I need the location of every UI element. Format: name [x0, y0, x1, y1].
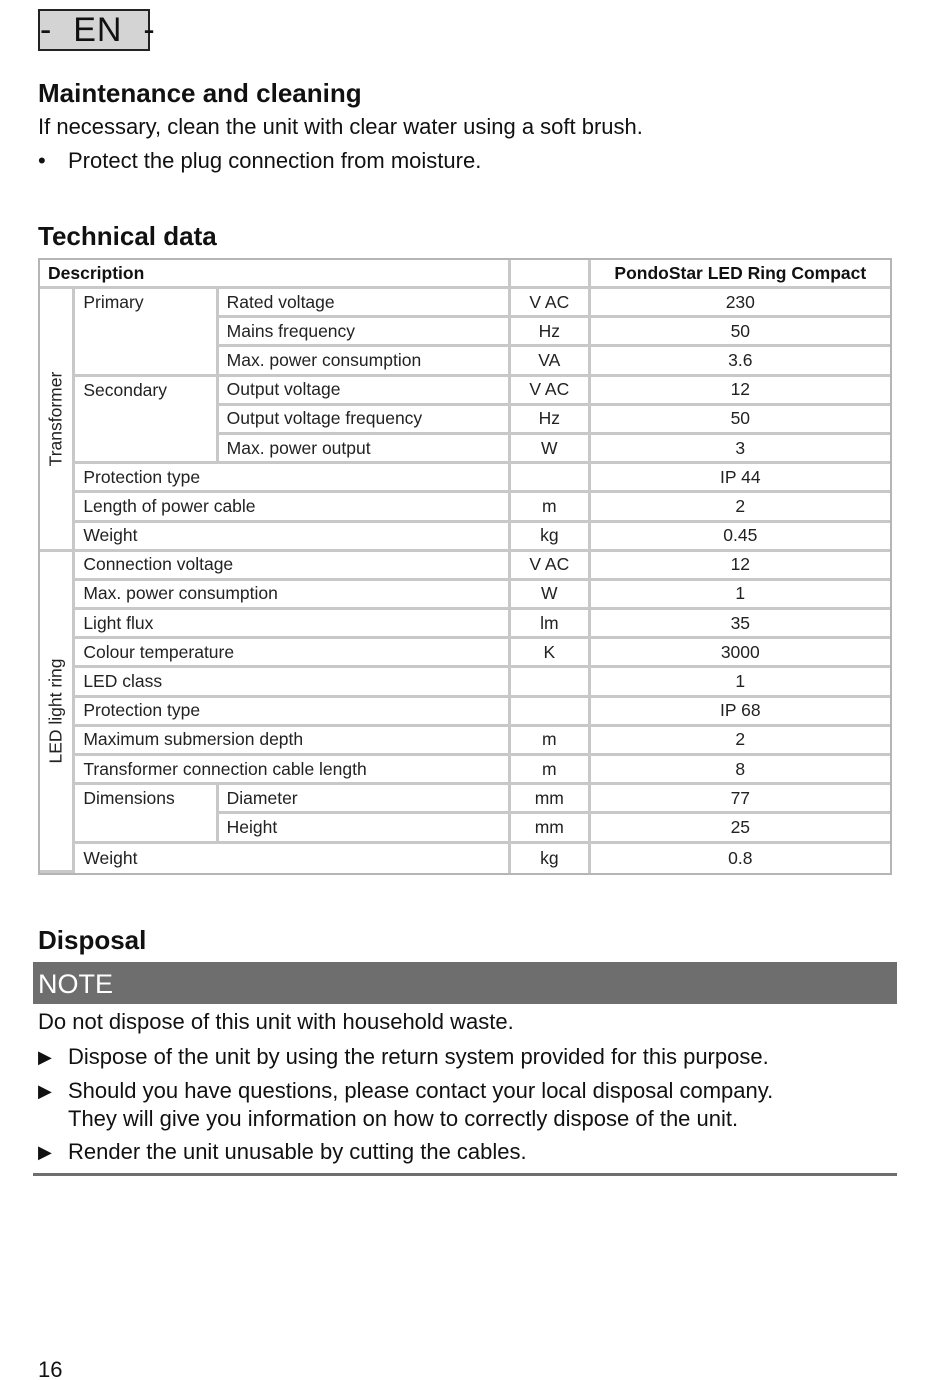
subgroup-secondary: Secondary: [75, 377, 218, 465]
disposal-bullet-text: Should you have questions, please contact your local disposal company.: [68, 1078, 774, 1103]
row-label: Maximum submersion depth: [75, 727, 511, 756]
disposal-bullet-continuation: [38, 1106, 738, 1132]
row-label: LED class: [75, 668, 511, 697]
row-value: 1: [591, 581, 890, 610]
row-label: Max. power output: [219, 435, 511, 464]
group-transformer: Transformer: [40, 289, 75, 552]
row-unit: Hz: [511, 406, 591, 435]
row-unit: m: [511, 727, 591, 756]
row-label: Output voltage: [219, 377, 511, 406]
page-number: 16: [38, 1357, 63, 1380]
table-row: [40, 523, 890, 552]
row-label: Transformer connection cable length: [75, 756, 511, 785]
row-unit: VA: [511, 347, 591, 376]
row-unit: mm: [511, 785, 591, 814]
row-value: 35: [591, 610, 890, 639]
disposal-title: Disposal: [38, 925, 147, 955]
row-value: 25: [591, 814, 890, 843]
row-value: 77: [591, 785, 890, 814]
table-row: [40, 493, 890, 522]
table-row: [40, 785, 890, 814]
bullet-arrow-icon: ▶: [38, 1142, 52, 1162]
row-value: 3000: [591, 639, 890, 668]
row-value: 8: [591, 756, 890, 785]
row-unit: W: [511, 581, 591, 610]
maintenance-bullet: [38, 148, 481, 174]
row-label: Max. power consumption: [219, 347, 511, 376]
row-label: Length of power cable: [75, 493, 511, 522]
header-product: PondoStar LED Ring Compact: [591, 260, 890, 289]
row-value: 0.45: [591, 523, 890, 552]
row-unit: V AC: [511, 377, 591, 406]
table-row: [40, 756, 890, 785]
row-unit: K: [511, 639, 591, 668]
bullet-arrow-icon: ▶: [38, 1081, 52, 1101]
table-header-row: [40, 260, 890, 289]
row-label: Height: [219, 814, 511, 843]
row-label: Output voltage frequency: [219, 406, 511, 435]
row-unit: [511, 698, 591, 727]
row-label: Rated voltage: [219, 289, 511, 318]
group-led-light-ring: LED light ring: [40, 552, 75, 873]
row-label: Mains frequency: [219, 318, 511, 347]
row-unit: m: [511, 493, 591, 522]
disposal-bullet-text: Render the unit unusable by cutting the cables.: [68, 1139, 527, 1164]
row-unit: kg: [511, 523, 591, 552]
table-row: [40, 639, 890, 668]
table-row: [40, 552, 890, 581]
row-label: Colour temperature: [75, 639, 511, 668]
row-label: Connection voltage: [75, 552, 511, 581]
row-value: 3: [591, 435, 890, 464]
subgroup-dimensions: Dimensions: [75, 785, 218, 843]
header-description: Description: [40, 260, 511, 289]
row-unit: V AC: [511, 289, 591, 318]
table-row: [40, 844, 890, 873]
row-unit: V AC: [511, 552, 591, 581]
technical-data-table: [38, 258, 892, 875]
row-value: 2: [591, 493, 890, 522]
row-value: 12: [591, 377, 890, 406]
row-value: 0.8: [728, 847, 753, 868]
disposal-text: Do not dispose of this unit with household waste.: [38, 1009, 514, 1034]
row-value: 12: [591, 552, 890, 581]
disposal-bullet: [38, 1078, 773, 1104]
maintenance-text: If necessary, clean the unit with clear water using a soft brush.: [38, 114, 643, 139]
row-label: Max. power consumption: [75, 581, 511, 610]
table-row: [40, 698, 890, 727]
table-row: [40, 581, 890, 610]
table-row: [40, 727, 890, 756]
row-label: Protection type: [75, 698, 511, 727]
table-row: [40, 610, 890, 639]
row-unit: [511, 464, 591, 493]
subgroup-primary: Primary: [75, 289, 218, 377]
row-value: 3.6: [591, 347, 890, 376]
bullet-dot-icon: •: [38, 148, 46, 173]
row-unit: Hz: [511, 318, 591, 347]
table-row: [40, 289, 890, 318]
row-unit: kg: [511, 844, 591, 873]
row-value: IP 44: [591, 464, 890, 493]
table-row: [40, 464, 890, 493]
disposal-bullet-text: Dispose of the unit by using the return system provided for this purpose.: [68, 1044, 769, 1069]
maintenance-bullet-text: Protect the plug connection from moisture.: [68, 148, 482, 173]
row-label: Protection type: [75, 464, 511, 493]
bullet-arrow-icon: ▶: [38, 1047, 52, 1067]
table-row: [40, 377, 890, 406]
disposal-bullet: [38, 1139, 527, 1165]
row-value: 230: [591, 289, 890, 318]
technical-data-title: Technical data: [38, 221, 217, 251]
header-unit: [511, 260, 591, 289]
table-row: [40, 668, 890, 697]
row-label: Weight: [75, 844, 511, 873]
row-unit: W: [511, 435, 591, 464]
row-label: Weight: [75, 523, 511, 552]
maintenance-title: Maintenance and cleaning: [38, 78, 362, 108]
row-label: Diameter: [219, 785, 511, 814]
row-unit: [511, 668, 591, 697]
row-value: 50: [591, 406, 890, 435]
disposal-bullet: [38, 1044, 769, 1070]
note-banner: NOTE: [33, 962, 897, 1004]
row-value: 1: [591, 668, 890, 697]
row-unit: mm: [511, 814, 591, 843]
row-unit: lm: [511, 610, 591, 639]
section-divider: [33, 1173, 897, 1176]
row-value: 2: [591, 727, 890, 756]
language-tag: - EN -: [40, 11, 156, 49]
row-label: Light flux: [75, 610, 511, 639]
row-unit: m: [511, 756, 591, 785]
row-value: IP 68: [591, 698, 890, 727]
disposal-bullet-text: They will give you information on how to correctly dispose of the unit.: [68, 1106, 739, 1131]
row-value: 50: [591, 318, 890, 347]
